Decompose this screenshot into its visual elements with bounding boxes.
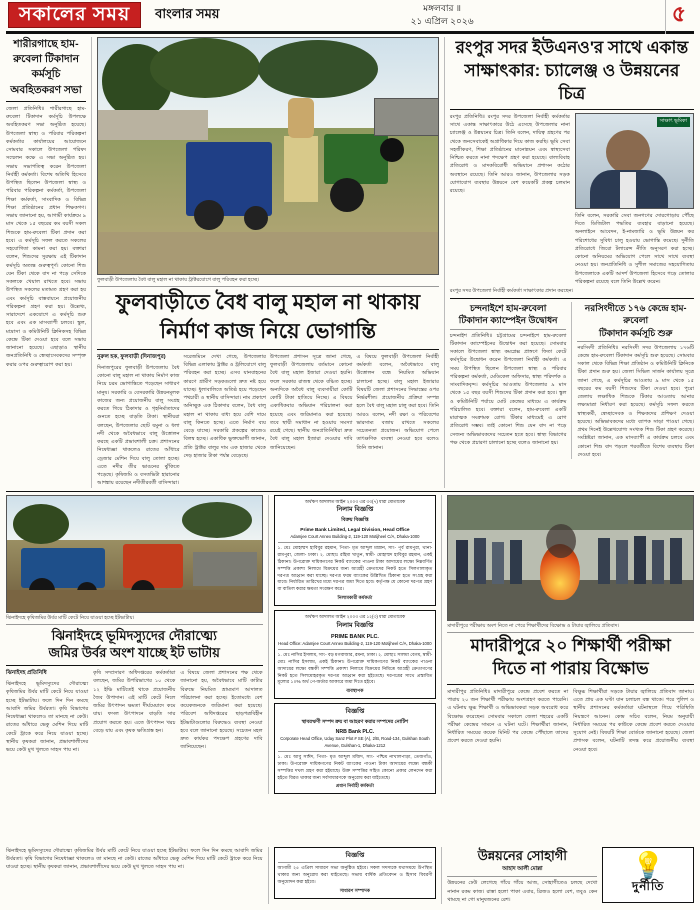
bottom-left-filler [6,847,263,904]
interview-col-2: তিনি বলেন, সরকারি সেবা জনগণের দোরগোড়ায় পৌঁছে দিতে ডিজিটাল পদ্ধতির ব্যবহার বাড়ানো হয়েছে। অনলাইনে আবেদন, ই-নামজারি ও ভূমি উন্নয়ন কর পরিশোধের সুবিধা চালু হওয়ায় ভোগান্তি কমেছে। দুর্নীতি প্রতিরোধে জিরো টলারেন্স নীতি অনুসরণ করা হচ্ছে। কোনো অনিয়মের অভিযোগ পেলে সাথে সাথে ব্যবস্থা নেওয়া হয়। জনপ্রতিনিধি ও সুশীল সমাজের সহযোগিতায় উপজেলাকে একটি আদর্শ উপজেলা হিসেবে গড়ে তোলার পরিকল্পনা রয়েছে বলে তিনি উল্লেখ করেন। [574,212,694,285]
brick-col-1: ঝিনাইদহে ভূমিদস্যুদের দৌরাত্ম্যে কৃষিজমির উর্বর মাটি কেটে নিয়ে যাওয়া হচ্ছে ইটভাটায়। ফলে দিন দিন কমছে আবাদি জমির উর্বরতা। কৃষি বিভাগের নিষেধাজ্ঞা থাকলেও তা মানছে না কেউ। রাতের আঁধারে ভেকু মেশিন দিয়ে মাটি কেটে ট্রাকে করে নিয়ে যাওয়া হচ্ছে। স্থানীয় কৃষকরা জানান, প্রভাবশালীদের ভয়ে কেউ মুখ খুলতে সাহস পায় না। [6,681,89,754]
nrb-bank: NRB Bank PLC. [335,728,375,735]
left-column [6,37,86,488]
nrb-bank-ad [274,703,437,794]
left-body: জেলা প্রতিনিধি॥ শারীরগাছে হাম-রুবেলা টিকাদান কর্মসূচি উপলক্ষে অবহিতকরণ সভা অনুষ্ঠিত হয়েছে। উপজেলা স্বাস্থ্য ও পরিবার পরিকল্পনা কর্মকর্তার কার্যালয়ের আয়োজনে সোমবার সকালে উপজেলা পরিষদ সম্মেলন কক্ষে এ সভা অনুষ্ঠিত হয়। সভায় সভাপতিত্ব করেন উপজেলা নির্বাহী কর্মকর্তা। বিশেষ অতিথি হিসেবে উপস্থিত ছিলেন উপজেলা স্বাস্থ্য ও পরিবার পরিকল্পনা কর্মকর্তা, উপজেলা শিক্ষা কর্মকর্তা, সাংবাদিক ও বিভিন্ন শিক্ষা প্রতিষ্ঠানের প্রধান শিক্ষকগণ। সভায় জানানো হয়, আগামী কার্যক্রমে ৯ মাস থেকে ১৫ বছরের কম বয়সী সকল শিশুকে হাম-রুবেলা টিকা প্রদান করা হবে। এ কর্মসূচি সফল করতে সকলের সহযোগিতা কামনা করা হয়। বক্তারা বলেন, শিশুদের সুরক্ষায় এই টিকাদান কর্মসূচি অত্যন্ত গুরুত্বপূর্ণ। কোনো শিশু যেন টিকা থেকে বাদ না পড়ে সেদিকে সকলকে খেয়াল রাখতে হবে। সভায় উপস্থিত সকলের মতামত গ্রহণ করা হয় এবং কর্মসূচি বাস্তবায়নে প্রয়োজনীয় পরিকল্পনা গ্রহণ করা হয়। উল্লেখ্য, সারাদেশে একযোগে এ কর্মসূচি শুরু হবে এবং এক মাসব্যাপী চলবে। স্কুল, মাদ্রাসা ও কমিউনিটি ক্লিনিকসহ বিভিন্ন কেন্দ্রে টিকা দেওয়া হবে বলে সভায় জানানো হয়েছে। এছাড়াও স্থানীয় জনপ্রতিনিধি ও স্বেচ্ছাসেবকদের সম্পৃক্ত করার ওপর গুরুত্বারোপ করা হয়। [6,105,87,368]
main-col-1: দিনাজপুরের ফুলবাড়ী উপজেলায় বৈধ কোনো বালু মহাল না থাকায় নির্মাণ কাজ নিয়ে চরম ভোগান্তিতে পড়েছেন সাধারণ মানুষ। সরকারি ও বেসরকারি উন্নয়নমূলক কাজের জন্য প্রয়োজনীয় বালু সংগ্রহ করতে গিয়ে ঠিকাদার ও গৃহনির্মাতাদের গুনতে হচ্ছে বাড়তি টাকা। স্থানীয়রা বলছেন, উপজেলার ছোট যমুনা ও ধলা নদী থেকে অবৈধভাবে বালু উত্তোলন করছে একটি প্রভাবশালী চক্র। প্রশাসনের নিষেধাজ্ঞা থাকলেও রাতের আঁধারে ড্রেজার মেশিন দিয়ে বালু তোলা হচ্ছে। এতে নদীর তীর ভাঙনের ঝুঁকিতে পড়েছে। কৃষিজমি ও বসতভিটা হারানোর আশঙ্কায় রয়েছেন নদীতীরবর্তী বাসিন্দারা। [97,364,180,487]
interview-photo-label: সাক্ষাৎ ভূমিকা [657,117,690,127]
ad1-address: Adamjee Court Annex Building-2, 119-120 Motijheel C/A, Dhaka-1000 [290,533,420,539]
masthead-subtitle: বাংলার সময় [155,5,220,21]
middle-section [6,495,694,795]
nrb-body: ১. মেঃ আবু সাঈদ, পিতা- মৃত আব্দুল মজিদ, সাং- পশ্চিম নাখালপাড়া, তেজগাঁও, ঢাকা। উপরোক্ত দায়িকগণের নিকট ব্যাংকের পাওনা টাকা আদায়ের লক্ষ্যে বন্ধকী সম্পত্তির দখল গ্রহণ করা হইয়াছে। উক্ত সম্পত্তির সহিত কোনো প্রকার লেনদেন করা হইতে বিরত থাকার জন্য সর্বসাধারণকে অনুরোধ করা যাইতেছে। [277,753,433,780]
ad2-bank: PRIME BANK PLC. [330,633,379,640]
page-number: ৫ [665,0,692,34]
protest-headline-1: মাদারীপুরে ২০ শিক্ষার্থী পরীক্ষা [470,635,671,655]
protest-col-2: বিক্ষুব্ধ শিক্ষার্থীরা সড়কে টায়ার জ্বালিয়ে প্রতিবাদ জানায়। এতে প্রায় এক ঘণ্টা যান চলাচল বন্ধ থাকে। পরে পুলিশ ও স্থানীয় প্রশাসনের কর্মকর্তারা ঘটনাস্থলে গিয়ে পরিস্থিতি নিয়ন্ত্রণে আনেন। কেন্দ্র সচিব বলেন, নিয়ম অনুযায়ী নির্ধারিত সময়ের পর কাউকে কেন্দ্রে প্রবেশ করতে দেওয়ার সুযোগ নেই। বিষয়টি শিক্ষা বোর্ডকে জানানো হয়েছে। জেলা প্রশাসক বলেন, ঘটনাটি তদন্ত করে প্রয়োজনীয় ব্যবস্থা নেওয়া হবে। [573,688,695,753]
main-col-4: এ বিষয়ে ফুলবাড়ী উপজেলা নির্বাহী কর্মকর্তা বলেন, অবৈধভাবে বালু উত্তোলন বন্ধে নিয়মিত অভিযান চালানো হচ্ছে। বালু মহাল ইজারার বিষয়টি জেলা প্রশাসনের সিদ্ধান্তের ওপর নির্ভরশীল। প্রয়োজনীয় প্রক্রিয়া সম্পন্ন হলে বৈধ বালু মহাল চালু করা হবে। তিনি আরও বলেন, নদী রক্ষা ও পরিবেশের ভারসাম্য বজায় রাখতে সকলের সচেতনতা প্রয়োজন। অভিযোগ পেলে তাৎক্ষণিক ব্যবস্থা নেওয়া হবে বলেও তিনি জানান। [356,353,439,451]
brick-story [6,495,263,795]
notice-body: আগামী ২৫ এপ্রিল সাধারণ সভা অনুষ্ঠিত হইবে। সকল সদস্যকে যথাসময়ে উপস্থিত থাকার জন্য অনুরোধ করা যাইতেছে। সভায় বার্ষিক প্রতিবেদন ও হিসাব বিবরণী অনুমোদন করা হইবে। [277,865,433,885]
interview-headline-1: রংপুর সদর ইউএনও'র সাথে একান্ত [455,38,689,57]
narsingdi-body: নরসিংদী প্রতিনিধি॥ নরসিংদী সদর উপজেলায় ১৭৬টি কেন্দ্রে হাম-রুবেলা টিকাদান কর্মসূচি শুরু হয়েছে। সোমবার সকাল থেকে বিভিন্ন শিক্ষা প্রতিষ্ঠান ও কমিউনিটি ক্লিনিকে টিকা প্রদান শুরু হয়। জেলা সিভিল সার্জন কার্যালয় সূত্রে জানা গেছে, এ কর্মসূচির আওতায় ৯ মাস থেকে ১৫ বছরের কম বয়সী শিশুদের টিকা দেওয়া হবে। পুরো জেলায় লক্ষাধিক শিশুকে টিকার আওতায় আনার লক্ষ্যমাত্রা নির্ধারণ করা হয়েছে। কর্মসূচি সফল করতে স্বাস্থ্যকর্মী, স্বেচ্ছাসেবক ও শিক্ষকদের প্রশিক্ষণ দেওয়া হয়েছে। অভিভাবকদের মধ্যে ব্যাপক সাড়া পাওয়া গেছে। প্রথম দিনেই উল্লেখযোগ্য সংখ্যক শিশু টিকা গ্রহণ করেছে। সংশ্লিষ্টরা জানান, এক মাসব্যাপী এ কার্যক্রম চলবে এবং কোনো শিশু বাদ পড়লে পরবর্তীতে বিশেষ ব্যবস্থায় টিকা দেওয়া হবে। [577,344,695,458]
interview-col-1: রংপুর প্রতিনিধি॥ রংপুর সদর উপজেলা নির্বাহী কর্মকর্তার সাথে একান্ত সাক্ষাৎকারে উঠে এসেছে উপজেলার নানা চ্যালেঞ্জ ও উন্নয়নের চিত্র। তিনি বলেন, দায়িত্ব গ্রহণের পর থেকে জনসেবাকেই অগ্রাধিকার দিয়ে কাজ করছি। ভূমি সেবা সহজীকরণ, শিক্ষা প্রতিষ্ঠানের মানোন্নয়ন এবং স্বাস্থ্যসেবা নিশ্চিত করতে নানা পদক্ষেপ গ্রহণ করা হয়েছে। বাল্যবিবাহ প্রতিরোধ ও মাদকবিরোধী অভিযানে প্রশাসন কঠোর অবস্থানে রয়েছে। তিনি আরও জানান, উপজেলার সড়ক যোগাযোগ ব্যবস্থার উন্নয়নে বেশ কয়েকটি প্রকল্প চলমান রয়েছে। [449,113,570,195]
date-weekday: মঙ্গলবার ॥ [423,2,462,13]
nrb-signature: প্রধান নির্বাহী কর্মকর্তা [335,783,374,789]
ad2-header: অর্থঋণ আদালত আইন ২০০৩ এর ১২(৩) ধারা মোতাবেক [304,614,406,620]
notice-title: বিজ্ঞপ্তি [345,851,365,859]
bottom-section [6,847,694,904]
main-headline-1: ফুলবাড়ীতে বৈধ বালু মহাল না থাকায় [115,291,421,315]
main-story-columns [97,353,439,488]
protest-photo-caption: মাদারীপুরে পরীক্ষায় অংশ নিতে না পেরে শিক্ষার্থীদের বিক্ষোভ ও টায়ার জ্বালিয়ে প্রতিবাদ। [447,622,620,629]
chandanaish-headline-2: টিকাদান ক্যাম্পেইন উদ্বোধন [458,315,558,326]
brick-photo-caption: ঝিনাইদহে কৃষিজমির উর্বর মাটি কেটে নিয়ে যাওয়া হচ্ছে ইটভাটায়। [6,614,135,621]
prime-bank-ad-2 [274,610,437,699]
ad2-office: Head Office: Adamjee Court Annex Building-2, 119-120 Motijheel C/A, Dhaka-1000 [278,640,432,646]
brick-photo [6,495,263,613]
main-photo [97,37,439,275]
ad1-header: অর্থঋণ আদালত আইন ২০০৩ এর ৩৩(৭) ধারা মোতাবেক [304,498,406,504]
protest-story [447,495,694,795]
ad1-title: নিলাম বিজ্ঞপ্তি [336,506,374,514]
ad2-title: নিলাম বিজ্ঞপ্তি [336,621,374,629]
notice-signature: সাধারণ সম্পাদক [339,888,371,894]
main-byline: নুরুল হক, ফুলবাড়ী (দিনাজপুর) [97,353,166,360]
narsingdi-headline-2: টিকাদান কর্মসূচি শুরু [599,327,673,338]
brick-col-2: কৃষি সম্প্রসারণ অধিদপ্তরের কর্মকর্তারা বলছেন, জমির উপরিভাগের ১০ থেকে ১২ ইঞ্চি মাটিতেই থাকে প্রয়োজনীয় জৈব উপাদান। এই মাটি কেটে নিলে জমির উৎপাদন ক্ষমতা দীর্ঘমেয়াদে কমে যায়। ফসল উৎপাদনে বাড়তি সার প্রয়োগ করতে হয়। এতে উৎপাদন খরচ বেড়ে যায় এবং কৃষক ক্ষতিগ্রস্ত হন। [93,670,176,734]
dudok-brand: দুর্নীতি [631,878,665,893]
protest-headline-2: দিতে না পারায় বিক্ষোভ [492,658,649,678]
chandanaish-body: চন্দনাইশ প্রতিনিধি॥ চট্টগ্রামের চন্দনাইশে হাম-রুবেলা টিকাদান ক্যাম্পেইনের উদ্বোধন করা হয়েছে। সোমবার সকালে উপজেলা স্বাস্থ্য কমপ্লেক্স প্রাঙ্গণে ফিতা কেটে কর্মসূচির উদ্বোধন করেন উপজেলা নির্বাহী কর্মকর্তা। এ সময় উপস্থিত ছিলেন উপজেলা স্বাস্থ্য ও পরিবার পরিকল্পনা কর্মকর্তা, মেডিকেল অফিসার, স্বাস্থ্য পরিদর্শক ও সাংবাদিকবৃন্দ। কর্মসূচির আওতায় উপজেলার ৯ মাস থেকে ১৫ বছর বয়সী শিশুদের টিকা প্রদান করা হবে। স্কুল ও কমিউনিটি পর্যায়ে মোট কেন্দ্রের মাধ্যমে এ কার্যক্রম পরিচালিত হবে। বক্তারা বলেন, হাম-রুবেলা একটি মারাত্মক সংক্রামক রোগ। টিকার মাধ্যমেই এ রোগ প্রতিরোধ সম্ভব। তাই কোনো শিশু যেন বাদ না পড়ে সেজন্য অভিভাবকদের সচেতন হতে হবে। স্বাস্থ্য বিভাগের পক্ষ থেকে প্রচারণা চালানো হচ্ছে বলেও জানানো হয়। [449,332,567,446]
prime-bank-ad-1 [274,495,437,606]
right-column [450,37,694,488]
newspaper-logo: সকালের সময় [8,2,141,29]
protest-col-1: মাদারীপুর প্রতিনিধি॥ মাদারীপুরে কেন্দ্রে প্রবেশ করতে না পারায় ২০ জন শিক্ষার্থী পরীক্ষায় অংশগ্রহণ করতে পারেনি। এ ঘটনায় ক্ষুব্ধ শিক্ষার্থী ও অভিভাবকরা সড়ক অবরোধ করে বিক্ষোভ করেছেন। সোমবার সকালে জেলা শহরের একটি পরীক্ষা কেন্দ্রের সামনে এ ঘটনা ঘটে। শিক্ষার্থীরা জানান, নির্ধারিত সময়ের কয়েক মিনিট পর কেন্দ্রে পৌঁছালে তাদের প্রবেশ করতে দেওয়া হয়নি। [447,688,569,745]
main-headline-2: নির্মাণ কাজ নিয়ে ভোগান্তি [159,319,376,343]
ad2-body: ১. মেঃ নাসির ইসলাম, সাং- বড় মগবাজার, রমনা, ঢাকা। ২. মোছাঃ সালমা বেগম, স্বামী- মোঃ নাসির ইসলাম, একই ঠিকানা। উপরোক্ত দায়িকগণের নিকট ব্যাংকের পাওনা আদায়ের লক্ষ্যে বন্ধকী সম্পত্তি প্রকাশ্য নিলামে বিক্রয়ের নিমিত্তে আগ্রহী ক্রেতাগণের নিকট হতে সিলমোহরকৃত দরপত্র আহ্বান করা হইতেছে। দরপত্রের সাথে প্রস্তাবিত মূল্যের ১০% অর্থ পে-অর্ডার আকারে জমা দিতে হইবে। [277,651,433,685]
column-feature [447,847,694,904]
interview-headline-2: সাক্ষাৎকার: চ্যালেঞ্জ ও উন্নয়নের চিত্র [464,60,680,103]
nrb-subtitle: স্থাবরঋণী সম্পদ ক্রয় বা আহরণ করার সম্পদের নোটিশ [301,719,409,726]
column-body: উন্নয়নের ঢেউ লেগেছে গাঁয়ে গাঁয়ে আজ, সোহাগীতেও চলছে দেখো নানান রকম কাজ। রাস্তা হলো পাকা এবার, ব্রিজও হলো বেশ, তবুও কেন থামছে না গো মানুষজনের রেশ। [447,880,598,903]
top-section [6,37,694,488]
main-photo-caption: ফুলবাড়ী উপজেলায় বৈধ বালু মহাল না থাকায় ট্রাক্টরযোগে বালু পরিবহন করা হচ্ছে। [97,277,260,283]
protest-photo [447,495,694,621]
ads-column [274,495,437,795]
main-col-3: উপজেলা প্রশাসন সূত্রে জানা গেছে, ফুলবাড়ী উপজেলায় বর্তমানে কোনো বৈধ বালু মহাল ইজারা দেওয়া হয়নি। ফলে সরকার রাজস্ব থেকে বঞ্চিত হচ্ছে। অন্যদিকে অবৈধ বালু ব্যবসায়ীরা কোটি কোটি টাকা হাতিয়ে নিচ্ছে। এ বিষয়ে একাধিকবার অভিযান পরিচালনা করা হয়েছে এবং জরিমানাও করা হয়েছে। তবে স্থায়ী সমাধান না হওয়ায় সমস্যা রয়েই গেছে। স্থানীয় জনপ্রতিনিধিরা দ্রুত বৈধ বালু মহাল ইজারা দেওয়ার দাবি জানিয়েছেন। [269,353,353,451]
column-author: আহাদ আলী মোল্লা [502,866,543,873]
lightbulb-icon: 💡 [631,849,665,880]
narsingdi-headline-1: নরসিংদীতে ১৭৬ কেন্দ্রে হাম-রুবেলা [584,303,687,326]
main-col-2: সরেজমিনে দেখা গেছে, উপজেলার বিভিন্ন এলাকায় ট্রাক্টর ও ট্রলিযোগে বালু পরিবহন করা হচ্ছে। এসব যানবাহনের কারণে গ্রামীণ সড়কগুলো দ্রুত নষ্ট হয়ে যাচ্ছে। ধুলাবালিতে অতিষ্ঠ হয়ে পড়েছেন পথচারী ও স্থানীয় বাসিন্দারা। নাম প্রকাশে অনিচ্ছুক এক ঠিকাদার বলেন, বৈধ বালু মহাল না থাকায় বাধ্য হয়ে বেশি দামে বালু কিনতে হচ্ছে। এতে নির্মাণ ব্যয় বেড়ে যাচ্ছে। সরকারি প্রকল্পের কাজেও বিলম্ব হচ্ছে। একাধিক ভুক্তভোগী জানান, প্রতি ট্রাক্টর বালুর দাম এক হাজার থেকে দেড় হাজার টাকা পর্যন্ত বেড়েছে। [183,353,266,459]
column-title: উন্নয়নের সোহাগী [477,847,568,863]
notice-small-ad [274,847,437,899]
ad2-signature: ব্যবস্থাপক [346,688,364,694]
brick-byline: ঝিনাইদহ প্রতিনিধি [6,670,47,677]
brick-col-3: এ বিষয়ে জেলা প্রশাসনের পক্ষ থেকে জানানো হয়, অবৈধভাবে মাটি কাটার বিরুদ্ধে নিয়মিত ভ্রাম্যমাণ আদালত পরিচালনা করা হচ্ছে। ইতোমধ্যে বেশ কয়েকজনকে জরিমানা করা হয়েছে। পরিবেশ অধিদপ্তরের ছাড়পত্রবিহীন ইটভাটাগুলোর বিরুদ্ধেও ব্যবস্থা নেওয়া হবে বলে জানানো হয়েছে। সচেতন মহল দ্রুত কার্যকর পদক্ষেপ গ্রহণের দাবি জানিয়েছেন। [180,670,263,751]
notice-ad-box [274,847,437,904]
ad1-bank: Prime Bank Limited, Legal Division, Head Office [300,527,410,533]
ad1-signature: নিলামকারী কর্মকর্তা [337,595,373,601]
chandanaish-headline-1: চন্দনাইশে হাম-রুবেলা [469,303,547,314]
main-story [97,37,439,488]
date-full: ২১ এপ্রিল ২০২৬ [410,16,474,26]
interview-photo [575,113,694,209]
ad1-subtitle: বিক্রয় বিজ্ঞপ্তি [341,517,369,524]
brick-headline-1: ঝিনাইদহে ভূমিদস্যুদের দৌরাত্ম্যে [51,627,217,643]
masthead [6,0,694,34]
brick-headline-2: জমির উর্বর অংশ যাচ্ছে ইট ভাটায় [48,645,220,661]
ad1-body: ১. মেঃ মোহাম্মদ হাবিবুর রহমান, পিতা- মৃত আব্দুল মান্নান, সাং- পূর্ব রামপুরা, থানা- রামপুরা, জেলা- ঢাকা। ২. মোছাঃ রহিমা খাতুন, স্বামী- মোহাম্মদ হাবিবুর রহমান, একই ঠিকানা। উপরোক্ত দায়িকগণের নিকট ব্যাংকের পাওনা টাকা আদায়ের লক্ষ্যে নিম্নবর্ণিত সম্পত্তি প্রকাশ্য নিলামে বিক্রয়ের জন্য আগ্রহী ক্রেতাদের নিকট হতে সিলগালাকৃত দরপত্র আহ্বান করা যাচ্ছে। দরপত্র ফরম ব্যাংকের উল্লিখিত ঠিকানা হতে সংগ্রহ করা যাবে। নির্ধারিত তারিখের মধ্যে দরপত্র জমা দিতে হবে। কর্তৃপক্ষ যে কোনো দরপত্র গ্রহণ বা বাতিল করার ক্ষমতা সংরক্ষণ করে। [277,545,433,592]
right-mid-section [450,302,694,459]
interview-photo-caption: রংপুর সদর উপজেলা নির্বাহী কর্মকর্তা সাক্ষাৎকার প্রদান করছেন। [449,288,574,295]
left-headline: শারীরগাছে হাম-রুবেলা টিকাদান কর্মসূচি অবহিতকরণ সভা [10,38,82,96]
bottom-left-text: ঝিনাইদহে ভূমিদস্যুদের দৌরাত্ম্যে কৃষিজমির উর্বর মাটি কেটে নিয়ে যাওয়া হচ্ছে ইটভাটায়। ফলে দিন দিন কমছে আবাদি জমির উর্বরতা। কৃষি বিভাগের নিষেধাজ্ঞা থাকলেও তা মানছে না কেউ। রাতের আঁধারে ভেকু মেশিন দিয়ে মাটি কেটে ট্রাকে করে নিয়ে যাওয়া হচ্ছে। স্থানীয় কৃষকরা জানান, প্রভাবশালীদের ভয়ে কেউ মুখ খুলতে সাহস পায় না। [6,847,263,871]
masthead-date [219,2,664,29]
nrb-title: বিজ্ঞপ্তি [345,708,365,716]
nrb-address: Corporate Head Office, Uday Sanz Plot # SE (A), 2/B, Road-134, Gulshan South Avenue, Gulshan-1, Dhaka-1212 [280,736,430,748]
anti-corruption-ad [602,847,694,903]
